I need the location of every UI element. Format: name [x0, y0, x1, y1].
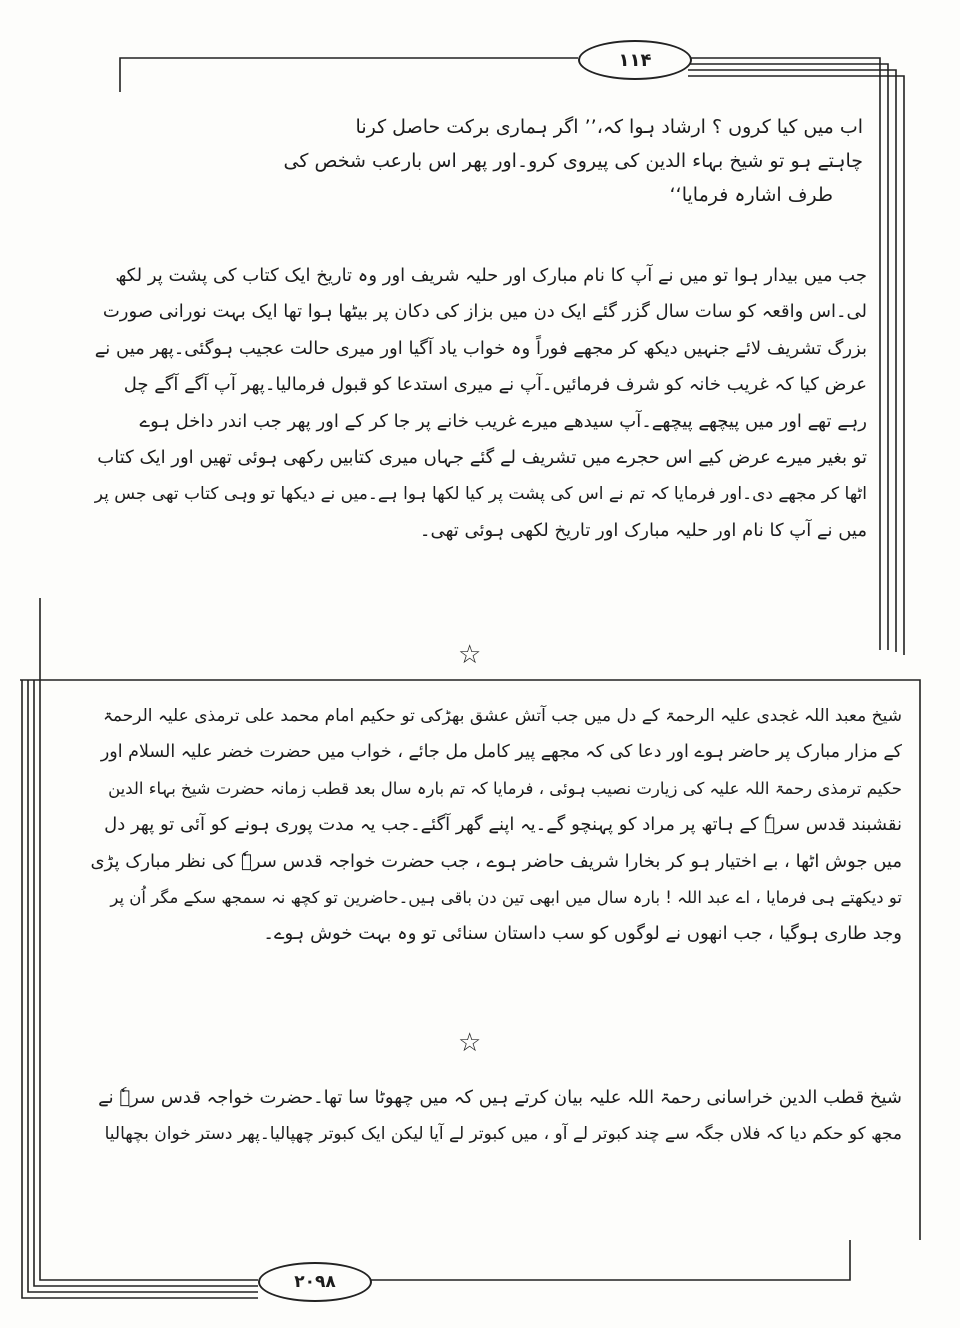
star-ornament: ☆ [458, 1028, 482, 1058]
text-line: بزرگ تشریف لائے جنہیں دیکھ کر مجھے فوراً وہ خواب یاد آگیا اور میری حالت عجیب ہوگئی۔پھر میں نے [94, 337, 867, 359]
text-line: اب میں کیا کروں ؟ ارشاد ہوا کہ،’’ اگر ہماری برکت حاصل کرنا [355, 116, 863, 138]
text-line: لی۔اس واقعہ کو سات سال گزر گئے ایک دن میں بزاز کی دکان پر بیٹھا ہوا تھا ایک بہت نورانی صورت [102, 301, 867, 323]
page-number-top: ۱۱۴ [578, 40, 692, 80]
paragraph-1 [148, 110, 863, 212]
text-line: جب میں بیدار ہوا تو میں نے آپ کا نام مبارک اور حلیہ شریف اور وہ تاریخ ایک کتاب کی پشت پر لکھ [115, 265, 867, 286]
text-line: مجھ کو حکم دیا کہ فلاں جگہ سے چند کبوتر لے آو ، میں کبوتر لے آیا لیکن ایک کبوتر چھپالیا۔پھر دستر خوان بچھالیا [104, 1124, 902, 1145]
text-line: طرف اشارہ فرمایا‘‘ [669, 184, 833, 206]
text-line: میں نے آپ کا نام اور حلیہ مبارک اور تاریخ لکھی ہوئی تھی۔ [419, 519, 867, 541]
paragraph-3 [90, 698, 902, 953]
text-line: شیخ معبد اللہ غجدی علیہ الرحمۃ کے دل میں جب آتش عشق بھڑکی تو حکیم امام محمد علی ترمذی علیہ الرحمۃ [102, 706, 902, 726]
page-number-bottom: ۲۰۹۸ [258, 1262, 372, 1302]
paragraph-2 [90, 258, 867, 549]
text-line: وجد طاری ہوگیا ، جب انھوں نے لوگوں کو سب داستان سنائی تو وہ بہت خوش ہوے۔ [263, 923, 902, 945]
text-line: میں جوش اٹھا ، بے اختیار ہو کر بخارا شریف حاضر ہوے ، جب حضرت خواجہ قدس سرہٗ کی نظر مبارک پڑی [90, 850, 902, 872]
text-line: رہے تھے اور میں پیچھے پیچھے۔آپ سیدھے میرے غریب خانے پر جا کر کے اور پھر جب اندر داخل ہوے [139, 410, 867, 432]
text-line: تو بغیر میرے عرض کیے اس حجرے میں تشریف لے گئے جہاں میری کتابیں رکھی ہوئی تھیں اور ایک کتاب [97, 447, 867, 469]
text-line: تو دیکھتے ہی فرمایا ، اے عبد اللہ ! بارہ سال میں ابھی تین دن باقی ہیں۔حاضرین تو کچھ نہ سمجھ سکے مگر اُن پر [110, 888, 902, 908]
text-line: عرض کیا کہ غریب خانہ کو شرف فرمائیں۔آپ نے میری استدعا کو قبول فرمالیا۔پھر آپ آگے آگے چل [123, 374, 867, 396]
text-line: حکیم ترمذی رحمۃ اللہ علیہ کی زیارت نصیب ہوئی ، فرمایا کہ تم بارہ سال بعد قطب زمانہ حضرت شیخ بہاء الدین [108, 778, 902, 798]
text-line: اٹھا کر مجھے دی۔اور فرمایا کہ تم نے اس کی پشت پر کیا لکھا ہوا ہے۔میں نے دیکھا تو وہی کتاب تھی جس پر [94, 484, 867, 505]
text-line: چاہتے ہو تو شیخ بہاء الدین کی پیروی کرو۔اور پھر اس بارعب شخص کی [283, 150, 863, 172]
paragraph-4 [90, 1080, 902, 1153]
text-line: نقشبند قدس سرہٗ کے ہاتھ پر مراد کو پہنچو گے۔یہ اپنے گھر آگئے۔جب یہ مدت پوری ہونے کو آئی تو پھر دل [104, 814, 902, 836]
text-line: شیخ قطب الدین خراسانی رحمۃ اللہ علیہ بیان کرتے ہیں کہ میں چھوٹا سا تھا۔حضرت خواجہ قدس سرہٗ نے [98, 1087, 902, 1108]
star-ornament: ☆ [458, 640, 482, 670]
text-line: کے مزار مبارک پر حاضر ہوے اور دعا کی کہ مجھے پیر کامل مل جائے ، خواب میں حضرت خضر علیہ السلام اور [100, 742, 902, 763]
